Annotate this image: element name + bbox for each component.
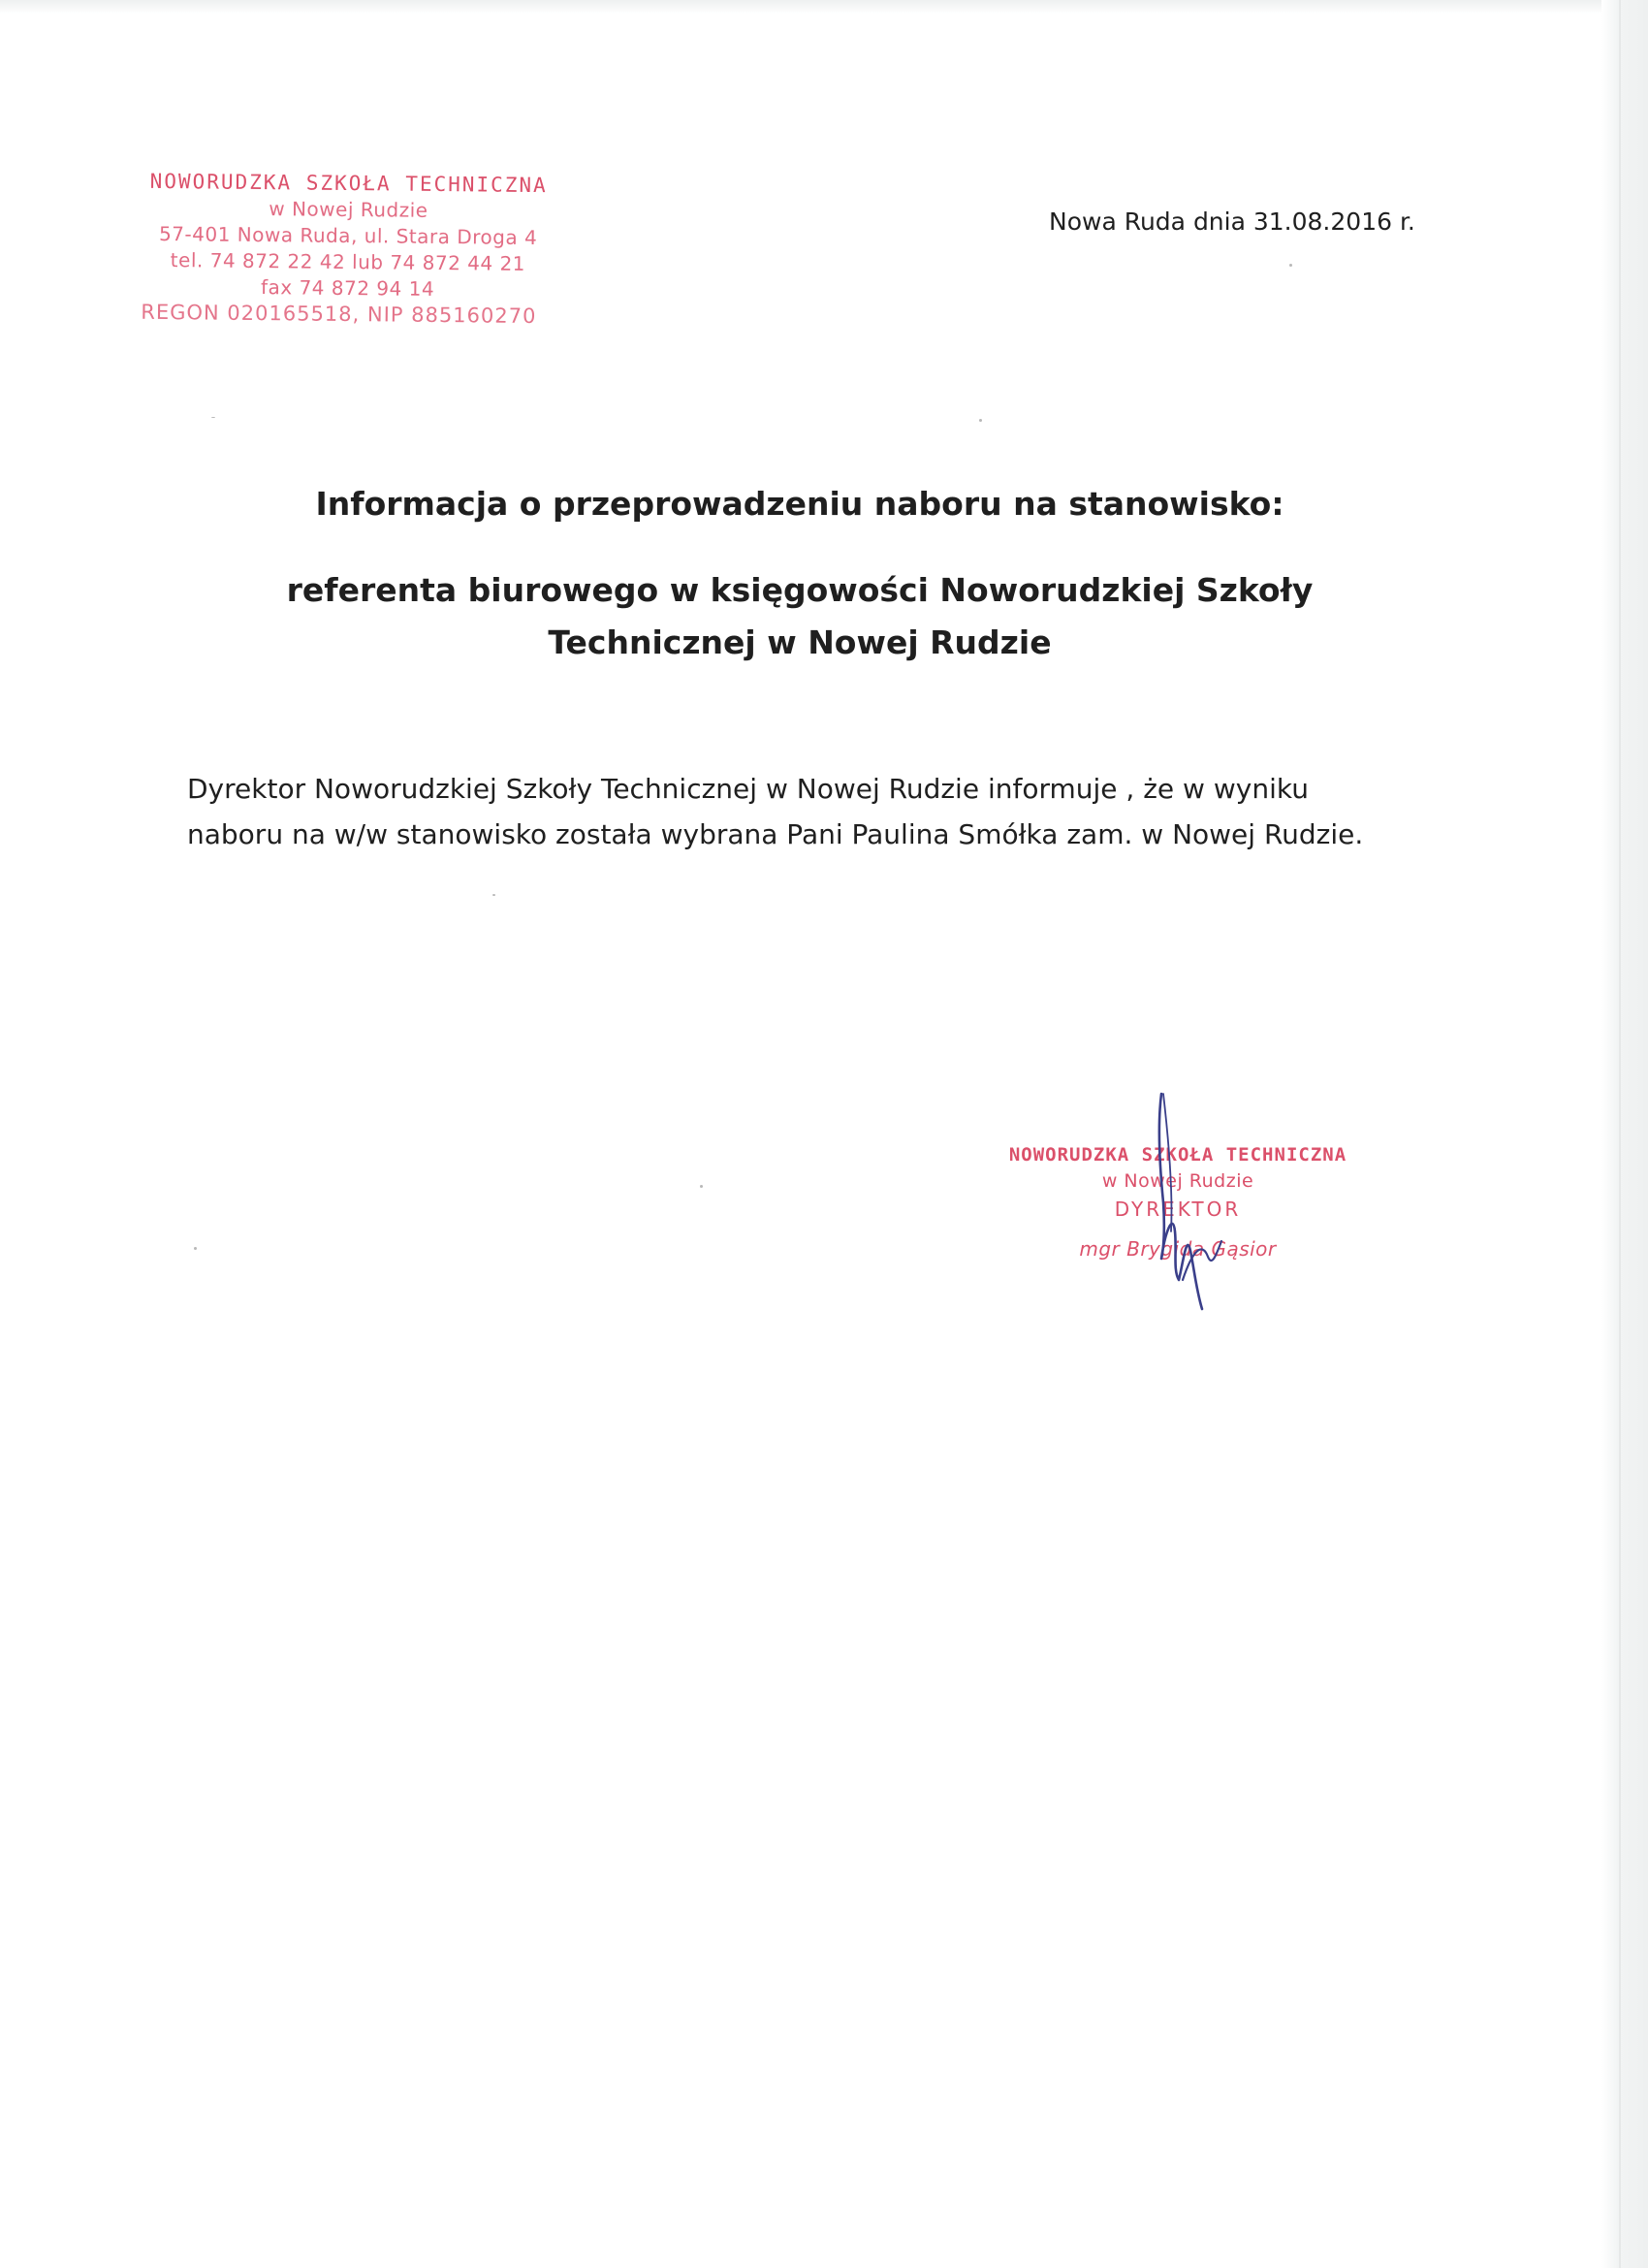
scan-speck [979, 419, 982, 422]
scan-speck [211, 417, 215, 418]
body-paragraph: Dyrektor Noworudzkiej Szkoły Technicznej w Nowej Rudzie informuje , że w wyniku naboru na w/w stanowisko została wybrana Pani Paulina Smółka zam. w Nowej Rudzie. [187, 773, 1364, 850]
scan-speck [492, 894, 495, 896]
document-title: Informacja o przeprowadzeniu naboru na stanowisko: [315, 485, 1284, 523]
scan-edge-right [1601, 0, 1648, 2268]
stamp-address: 57-401 Nowa Ruda, ul. Stara Droga 4 [158, 221, 538, 250]
signature-stamp-role: DYREKTOR [1114, 1198, 1242, 1221]
document-date: Nowa Ruda dnia 31.08.2016 r. [1049, 208, 1415, 236]
signature-stamp-name: mgr Brygida Gąsior [1079, 1237, 1277, 1261]
position-title: referenta biurowego w księgowości Noworudzkiej Szkoły Technicznej w Nowej Rudzie [286, 571, 1314, 661]
stamp-city: w Nowej Rudzie [269, 197, 428, 222]
scan-speck [700, 1185, 703, 1188]
stamp-regon-nip: REGON 020165518, NIP 885160270 [141, 300, 537, 329]
scan-edge-top [0, 0, 1648, 14]
school-header-stamp [129, 169, 567, 331]
scan-speck [194, 1247, 197, 1250]
signature-stamp-city: w Nowej Rudzie [1101, 1170, 1254, 1192]
handwritten-signature [1115, 1086, 1260, 1319]
scan-speck [1289, 264, 1292, 267]
stamp-phone: tel. 74 872 22 42 lub 74 872 44 21 [170, 248, 526, 275]
stamp-school-name: NOWORUDZKA SZKOŁA TECHNICZNA [149, 169, 548, 198]
signature-stamp-school-name: NOWORUDZKA SZKOŁA TECHNICZNA [1008, 1144, 1347, 1166]
stamp-fax: fax 74 872 94 14 [260, 275, 435, 301]
